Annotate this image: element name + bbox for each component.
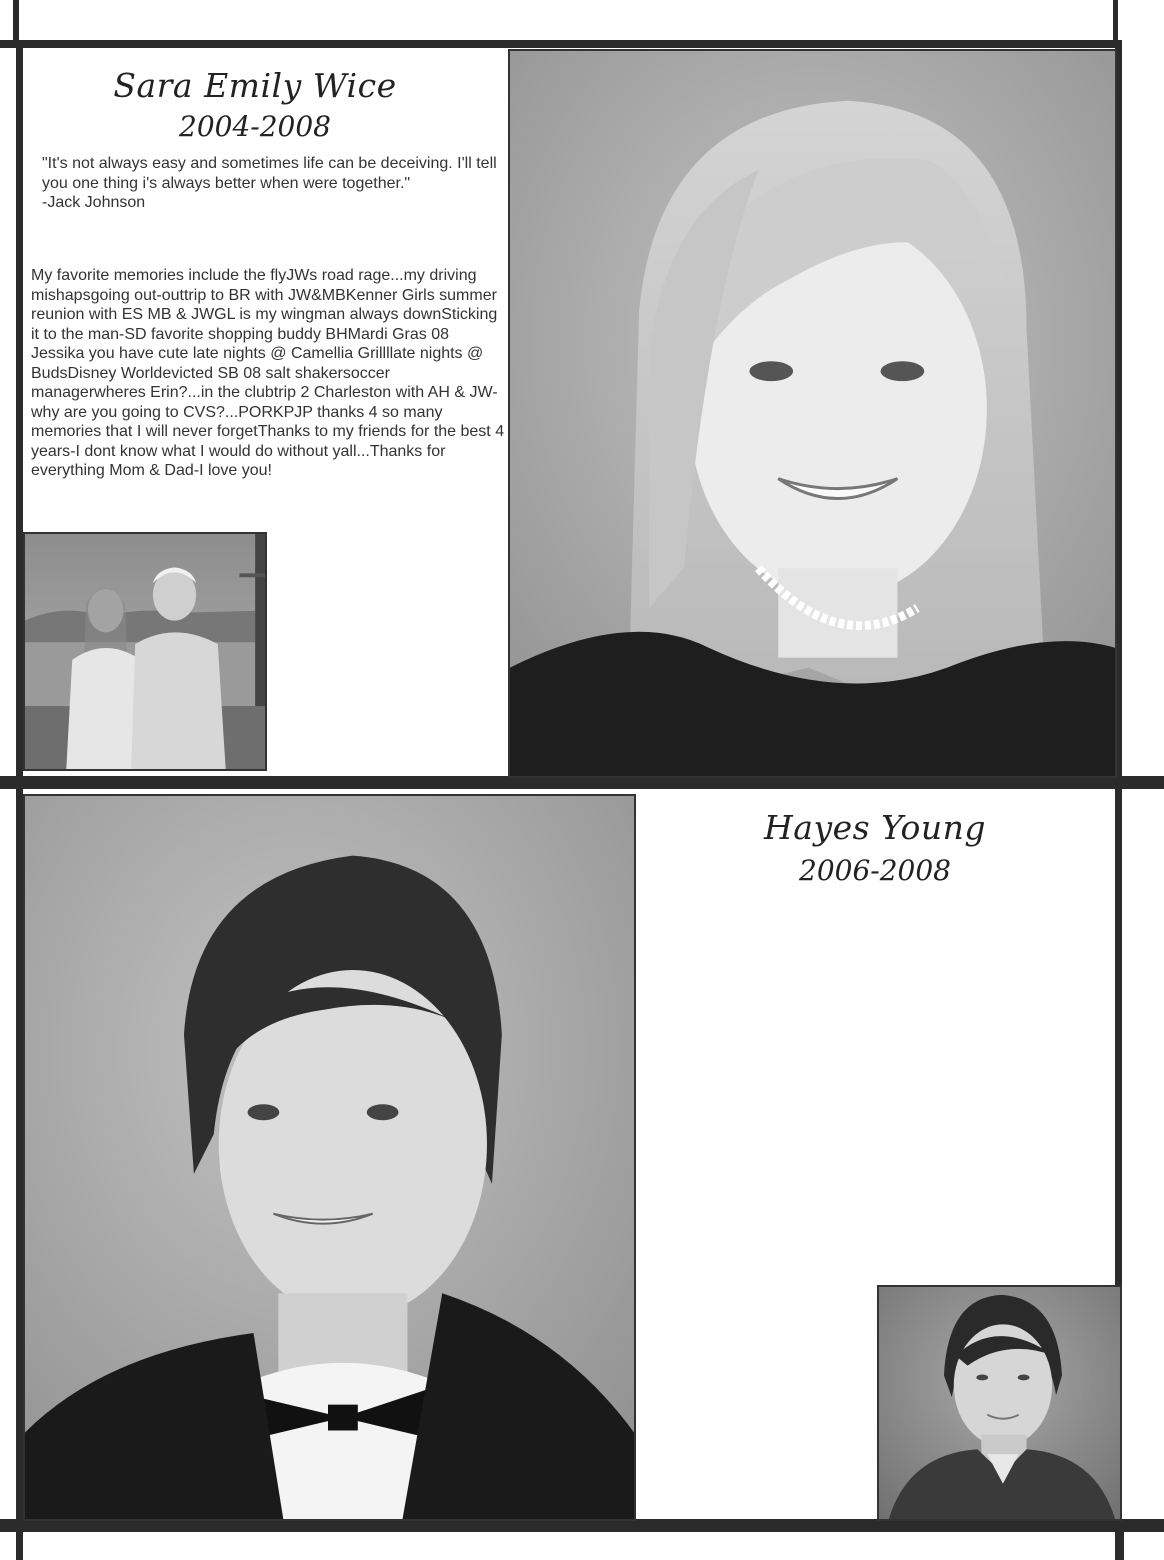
student1-memories: My favorite memories include the flyJWs road rage...my driving mishapsgoing out-outtrip to BR with JW&MBKenner Girls summer reunion with ES MB & JWGL is my wingman always downSticking it to the man-SD favorite shopping buddy BHMardi Gras 08 Jessika you have cute late nights @ Camellia Grillllate nights @ BudsDisney Worldevicted SB 08 salt shakersoccer managerwheres Erin?...in the clubtrip 2 Charleston with AH & JW- why are you going to CVS?...PORKPJP thanks 4 so many memories that I will never forgetThanks to my friends for the best 4 years-I dont know what I would do without yall...Thanks for everything Mom & Dad-I love you! bbox=[31, 267, 505, 479]
student1-quote-author: -Jack Johnson bbox=[42, 194, 146, 211]
student1-quote-text: "It's not always easy and sometimes life can be deceiving. I'll tell you one thing i's always better when were together." bbox=[42, 155, 497, 192]
rule-left-upper bbox=[16, 40, 23, 780]
student1-portrait-photo bbox=[508, 49, 1117, 778]
rule-bottom-right-tick bbox=[1117, 1530, 1124, 1560]
student1-name: Sara Emily Wice bbox=[113, 66, 397, 105]
student1-candid-photo bbox=[23, 532, 267, 771]
student1-quote bbox=[42, 154, 512, 213]
rule-bottom-left-tick bbox=[16, 1530, 23, 1560]
rule-left-lower bbox=[16, 780, 23, 1560]
student2-portrait-photo bbox=[23, 794, 636, 1521]
student1-years: 2004-2008 bbox=[179, 110, 331, 143]
student2-name: Hayes Young bbox=[764, 808, 986, 847]
rule-top-horizontal bbox=[0, 40, 1122, 48]
student2-candid-photo bbox=[877, 1285, 1122, 1521]
student2-years: 2006-2008 bbox=[799, 854, 951, 887]
